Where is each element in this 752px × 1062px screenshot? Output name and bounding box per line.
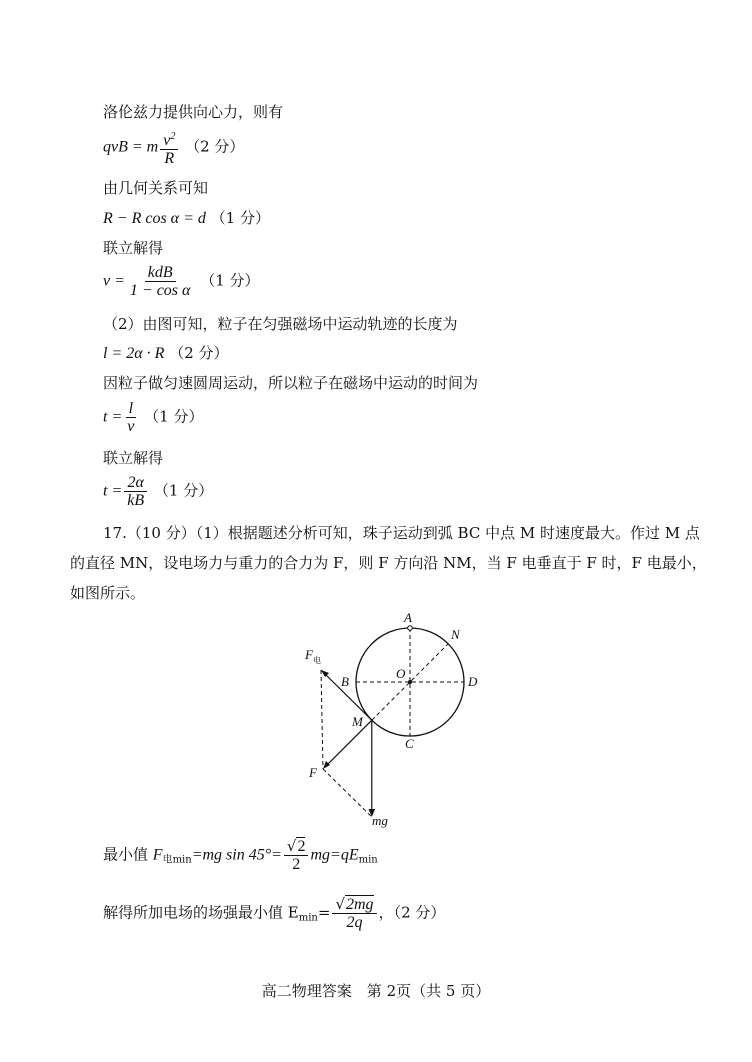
text-line: 由几何关系可知 bbox=[103, 179, 209, 197]
label-fe: $F_电$ bbox=[305, 647, 321, 665]
equation-geometry: R − R cos α = d （1 分） bbox=[103, 209, 270, 227]
label-f: F bbox=[309, 765, 317, 780]
problem-17-line1: 17.（10 分）（1）根据题述分析可知，珠子运动到弧 BC 中点 M 时速度最大。作过 M 点 bbox=[103, 524, 700, 542]
equation-length: l = 2α · R （2 分） bbox=[103, 344, 229, 362]
equation-lorentz: qvB = m $\frac{v^2}{R}$ （2 分） bbox=[103, 128, 244, 167]
page-footer: 高二物理答案 第 2页（共 5 页） bbox=[261, 982, 491, 1000]
point-a bbox=[408, 626, 413, 631]
label-mg: mg bbox=[372, 813, 388, 828]
arrow-f bbox=[323, 761, 330, 769]
equation-final: 解得所加电场的场强最小值 $E_{min}=$ $\frac{√2mg}{2q}$ ，（2 分） bbox=[103, 895, 446, 931]
text-line: （2）由图可知，粒子在匀强磁场中运动轨迹的长度为 bbox=[103, 315, 458, 333]
equation-time: t = $\frac{l}{v}$ （1 分） bbox=[103, 400, 204, 435]
equation-velocity: v = $\frac{\text{kdB}}{\text{1 − cos α}}$ （1 分） bbox=[103, 264, 260, 299]
equation-time-result: t = $\frac{2\alpha}{kB}$ （1 分） bbox=[103, 474, 214, 509]
label-c: C bbox=[405, 736, 414, 751]
text-line: 洛伦兹力提供向心力，则有 bbox=[103, 103, 284, 121]
label-n: N bbox=[451, 627, 460, 642]
vector-f bbox=[325, 720, 372, 767]
label-m: M bbox=[352, 714, 363, 729]
dashed-fe-f bbox=[321, 670, 323, 769]
problem-17-line3: 如图所示。 bbox=[70, 584, 146, 602]
label-b: B bbox=[341, 674, 349, 689]
problem-17-line2: 的直径 MN，设电场力与重力的合力为 F，则 F 方向沿 NM，当 F 电垂直于 F 时，F 电最小， bbox=[70, 554, 707, 572]
dashed-f-mg bbox=[323, 769, 372, 817]
point-o bbox=[408, 680, 412, 684]
label-o: O bbox=[396, 666, 406, 681]
circle-force-diagram bbox=[290, 605, 500, 835]
text-line: 联立解得 bbox=[103, 449, 164, 467]
label-d: D bbox=[468, 674, 478, 689]
text-line: 因粒子做匀速圆周运动，所以粒子在磁场中运动的时间为 bbox=[103, 374, 479, 392]
text-line: 联立解得 bbox=[103, 239, 164, 257]
label-a: A bbox=[404, 610, 412, 625]
equation-minimum: 最小值 $F_{电min}=mg$ sin 45°= $\frac{√2}{2}$ $mg=qE_{min}$ bbox=[103, 837, 378, 873]
